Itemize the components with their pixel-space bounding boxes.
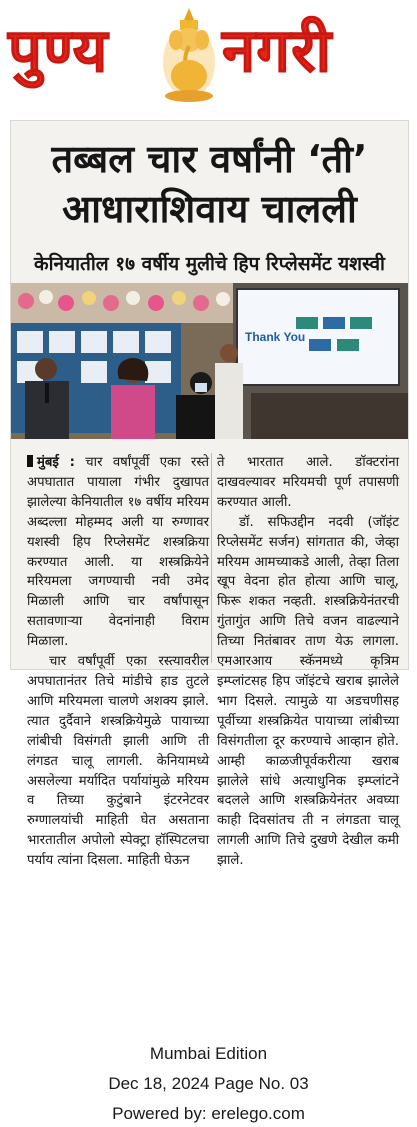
ganesha-logo-icon (158, 2, 220, 102)
article-column-2 (217, 453, 399, 871)
date-page-label: Dec 18, 2024 Page No. 03 (108, 1074, 309, 1093)
article-clipping (10, 120, 409, 869)
article-paragraph: ते भारतात आले. डॉक्टरांना दाखवल्यावर मरियमची पूर्ण तपासणी करण्यात आली. (217, 455, 399, 510)
article-paragraph: चार वर्षांपूर्वी एका रस्त्यावरील अपघातानंतर तिचे मांडीचे हाड तुटले आणि मरियमला चालणे अशक्य झाले. त्यात दुर्दैवाने शस्त्रक्रियेमुळे पायाच्या लांबीची विसंगती झाली आणि ती लंगडत चालू लागली. केनियामध्ये असलेल्या मर्यादित पर्यायांमुळे मरियम व तिच्या कुटुंबाने इंटरनेटवर रुग्णालयांची माहिती घेत असताना भारतातील अपोलो स्पेक्ट्रा हॉस्पिटलचा पर्याय त्यांना दिसला. माहिती घेऊन (27, 654, 209, 869)
masthead (0, 0, 417, 112)
article-paragraph: मुंबई : चार वर्षांपूर्वी एका रस्ते अपघातात पायाला गंभीर दुखापत झालेल्या केनियातील १७ वर्षीय मरियम अब्दल्ला मोहम्मद अली या रुग्णावर यशस्वी हिप रिप्लेसमेंट शस्त्रक्रिया करण्यात आली. या शस्त्रक्रियेने मरियमला जगण्याची नवी उमेद मिळाली आणि चार वर्षांपासून सतावणाऱ्या वेदनांनाही विराम मिळाला. (27, 455, 209, 650)
headline-line-1: तब्बल चार वर्षांनी ‘ती’ (51, 137, 368, 181)
photo-screen-text: Thank You (245, 330, 306, 344)
article-column-1 (27, 453, 209, 871)
powered-by-label: Powered by: erelego.com (112, 1104, 305, 1123)
column-divider (211, 453, 212, 663)
headline-line-2: आधाराशिवाय चालली (62, 187, 357, 231)
masthead-title-right: नगरी (222, 16, 333, 86)
event-photo (11, 283, 408, 439)
bullet-mark-icon (27, 455, 33, 467)
edition-label: Mumbai Edition (149, 1044, 268, 1063)
dateline: मुंबई : (37, 455, 75, 470)
masthead-title-left: पुण्य (8, 16, 109, 86)
article-paragraph: डॉ. सफिउद्दीन नदवी (जॉइंट रिप्लेसमेंट सर्जन) सांगतात की, जेव्हा मरियम आमच्याकडे आली, तेव्हा तिला खूप वेदना होत होत्या आणि चालू, फिरू शकत नव्हती. शस्त्रक्रियेनंतरची गुंतागुंत आणि तिचे वजन वाढल्याने तिच्या नितंबावर ताण येऊ लागला. एमआरआय स्कॅनमध्ये कृत्रिम इम्प्लांटसह हिप जॉइंटचे खराब झालेले भाग दिसले. त्यामुळे या अडचणीसह पूर्वीच्या शस्त्रक्रियेत पायाच्या लांबीच्या विसंगतीला दूर करण्याचे आव्हान होते. आम्ही काळजीपूर्वकरीत्या खराब झालेले सांधे अत्याधुनिक इम्प्लांटने बदलले आणि शस्त्रक्रियेनंतर अवघ्या काही दिवसांतच ती न लंगडता चालू लागली आणि तिचे दुखणे देखील कमी झाले. (217, 514, 399, 869)
subheadline: केनियातील १७ वर्षीय मुलीचे हिप रिप्लेसमेंट यशस्वी (34, 253, 385, 275)
